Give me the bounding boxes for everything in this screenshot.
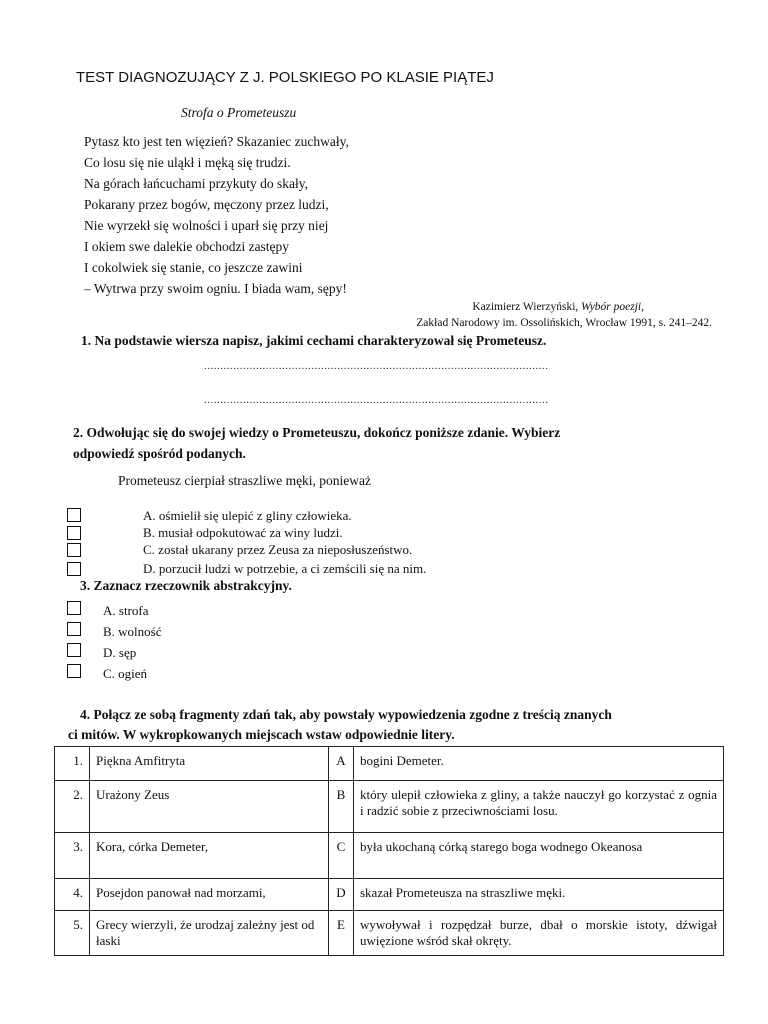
row-number: 2. <box>55 781 90 833</box>
poem-verse: Pokarany przez bogów, męczony przez ludzi, <box>84 197 329 212</box>
right-fragment: skazał Prometeusza na straszliwe męki. <box>354 879 724 911</box>
source-author: Kazimierz Wierzyński, <box>472 301 582 313</box>
answer-line[interactable]: .......................................................................................................... <box>204 394 549 406</box>
right-fragment: który ulepił człowieka z gliny, a także nauczył go korzystać z ognia i radzić sobie z przeciwnościami losu. <box>354 781 724 833</box>
page-title: TEST DIAGNOZUJĄCY Z J. POLSKIEGO PO KLASIE PIĄTEJ <box>76 69 494 86</box>
option-q3-a: A. strofa <box>103 603 149 618</box>
poem-verse: I cokolwiek się stanie, co jeszcze zawini <box>84 260 303 275</box>
question-1: 1. Na podstawie wiersza napisz, jakimi cechami charakteryzował się Prometeusz. <box>81 333 547 348</box>
table-row <box>55 911 724 956</box>
poem-verse: Na górach łańcuchami przykuty do skały, <box>84 176 309 191</box>
option-q3-b: B. wolność <box>103 624 162 639</box>
left-fragment: Urażony Zeus <box>90 781 329 833</box>
row-letter: D <box>329 879 354 911</box>
left-fragment: Grecy wierzyli, że urodzaj zależny jest od łaski <box>90 911 329 956</box>
option-q2-c: C. został ukarany przez Zeusa za nieposłuszeństwo. <box>143 542 413 557</box>
left-fragment: Kora, córka Demeter, <box>90 833 329 879</box>
poem-verse: I okiem swe dalekie obchodzi zastępy <box>84 239 290 254</box>
question-2: 2. Odwołując się do swojej wiedzy o Prometeuszu, dokończ poniższe zdanie. Wybierz <box>73 425 561 440</box>
poem-verse: Pytasz kto jest ten więzień? Skazaniec zuchwały, <box>84 134 349 149</box>
row-letter: A <box>329 747 354 781</box>
option-q2-a: A. ośmielił się ulepić z gliny człowieka. <box>143 508 352 523</box>
option-q3-d: D. sęp <box>103 645 137 660</box>
poem-verse: – Wytrwa przy swoim ogniu. I biada wam, sępy! <box>84 281 347 296</box>
poem-verse: Nie wyrzekł się wolności i uparł się przy niej <box>84 218 329 233</box>
option-q2-b: B. musiał odpokutować za winy ludzi. <box>143 525 343 540</box>
option-q2-d: D. porzucił ludzi w potrzebie, a ci zemścili się na nim. <box>143 561 427 576</box>
checkbox-q2-c[interactable] <box>67 543 81 557</box>
table-row <box>55 879 724 911</box>
left-fragment: Piękna Amfitryta <box>90 747 329 781</box>
poem-source <box>472 301 644 313</box>
row-letter: C <box>329 833 354 879</box>
option-q3-c: C. ogień <box>103 666 148 681</box>
checkbox-q3-d[interactable] <box>67 643 81 657</box>
right-fragment: bogini Demeter. <box>354 747 724 781</box>
source-comma: , <box>641 301 644 313</box>
row-number: 1. <box>55 747 90 781</box>
left-fragment: Posejdon panował nad morzami, <box>90 879 329 911</box>
poem-title: Strofa o Prometeuszu <box>181 105 297 120</box>
right-fragment: wywoływał i rozpędzał burze, dbał o morskie istoty, dźwigał uwięzione wśród skał okręty. <box>354 911 724 956</box>
answer-line[interactable]: .......................................................................................................... <box>204 360 549 372</box>
question-2-stem: Prometeusz cierpiał straszliwe męki, ponieważ <box>118 473 372 488</box>
poem-verse: Co losu się nie uląkł i męką się trudzi. <box>84 155 291 170</box>
checkbox-q3-c[interactable] <box>67 664 81 678</box>
poem-source-publisher: Zakład Narodowy im. Ossolińskich, Wrocław 1991, s. 241–242. <box>416 317 712 329</box>
checkbox-q2-d[interactable] <box>67 562 81 576</box>
row-number: 5. <box>55 911 90 956</box>
checkbox-q3-a[interactable] <box>67 601 81 615</box>
table-row <box>55 781 724 833</box>
right-fragment: była ukochaną córką starego boga wodnego Okeanosa <box>354 833 724 879</box>
source-work: Wybór poezji <box>581 301 642 313</box>
checkbox-q2-b[interactable] <box>67 526 81 540</box>
table-row <box>55 747 724 781</box>
question-4-cont: ci mitów. W wykropkowanych miejscach wstaw odpowiednie litery. <box>68 727 455 742</box>
row-number: 3. <box>55 833 90 879</box>
table-row <box>55 833 724 879</box>
question-4: 4. Połącz ze sobą fragmenty zdań tak, aby powstały wypowiedzenia zgodne z treścią znanych <box>80 707 612 722</box>
question-3: 3. Zaznacz rzeczownik abstrakcyjny. <box>80 578 292 593</box>
checkbox-q3-b[interactable] <box>67 622 81 636</box>
row-number: 4. <box>55 879 90 911</box>
row-letter: B <box>329 781 354 833</box>
checkbox-q2-a[interactable] <box>67 508 81 522</box>
row-letter: E <box>329 911 354 956</box>
question-2-cont: odpowiedź spośród podanych. <box>73 446 246 461</box>
matching-table <box>54 746 724 956</box>
